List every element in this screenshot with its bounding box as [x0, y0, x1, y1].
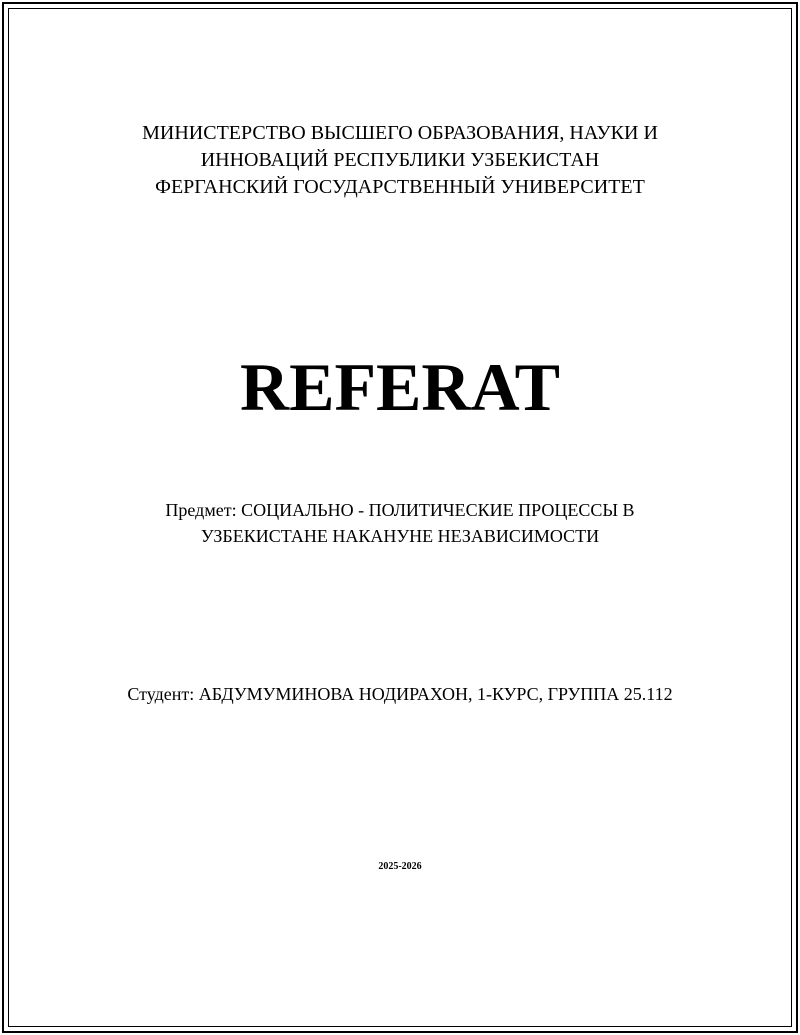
- academic-year: 2025-2026: [378, 861, 422, 872]
- subject-line-2: УЗБЕКИСТАНЕ НАКАНУНЕ НЕЗАВИСИМОСТИ: [200, 526, 600, 546]
- subject-line-1: Предмет: СОЦИАЛЬНО - ПОЛИТИЧЕСКИЕ ПРОЦЕССЫ В: [165, 500, 635, 520]
- institution-line-3: ФЕРГАНСКИЙ ГОСУДАРСТВЕННЫЙ УНИВЕРСИТЕТ: [155, 176, 645, 198]
- subject-block: [0, 497, 800, 549]
- institution-line-1: МИНИСТЕРСТВО ВЫСШЕГО ОБРАЗОВАНИЯ, НАУКИ И: [142, 122, 658, 144]
- institution-header: [0, 120, 800, 201]
- institution-line-2: ИННОВАЦИЙ РЕСПУБЛИКИ УЗБЕКИСТАН: [200, 149, 600, 171]
- document-title: REFERAT: [240, 349, 560, 425]
- student-info: Студент: АБДУМУМИНОВА НОДИРАХОН, 1-КУРС, ГРУППА 25.112: [127, 684, 673, 704]
